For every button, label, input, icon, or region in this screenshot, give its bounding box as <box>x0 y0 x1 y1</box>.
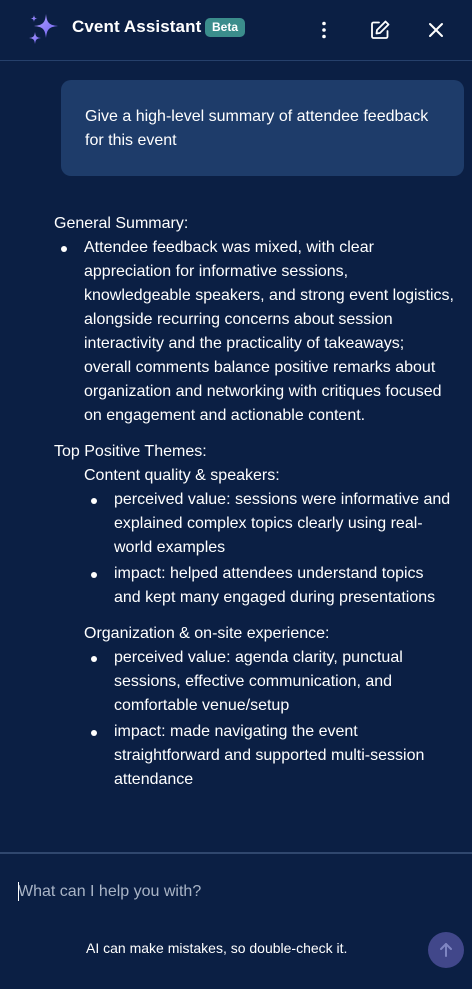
assistant-header <box>0 0 472 61</box>
theme-title: Organization & on-site experience: <box>84 625 330 642</box>
positive-themes-heading: Top Positive Themes: <box>54 443 207 460</box>
edit-icon <box>369 19 391 41</box>
user-message: Give a high-level summary of attendee feedback for this event <box>61 80 464 176</box>
send-button[interactable] <box>428 932 464 968</box>
new-chat-button[interactable] <box>366 16 394 44</box>
general-summary-heading: General Summary: <box>54 215 189 232</box>
theme-title: Content quality & speakers: <box>84 467 280 484</box>
assistant-title: Cvent Assistant <box>72 17 202 36</box>
ai-disclaimer: AI can make mistakes, so double-check it. <box>86 940 348 956</box>
assistant-message <box>54 212 454 804</box>
list-item: perceived value: sessions were informative and explained complex topics clearly using real-world examples <box>84 488 454 560</box>
list-item: impact: made navigating the event straightforward and supported multi-session attendance <box>84 720 454 792</box>
list-item: Attendee feedback was mixed, with clear appreciation for informative sessions, knowledgeable speakers, and strong event logistics, alongside recurring concerns about session interactivity and the practicality of takeaways; overall comments balance positive remarks about organization and networking with critiques focused on engagement and actionable content. <box>54 236 454 428</box>
sparkle-logo-icon <box>28 12 62 46</box>
theme-group <box>54 464 454 488</box>
arrow-up-icon <box>437 941 455 959</box>
theme-points <box>54 646 454 792</box>
message-input[interactable] <box>18 878 458 906</box>
close-icon <box>427 21 445 39</box>
more-options-button[interactable] <box>310 16 338 44</box>
list-item: impact: helped attendees understand topics and kept many engaged during presentations <box>84 562 454 610</box>
general-summary-list <box>54 236 454 428</box>
theme-points <box>54 488 454 610</box>
close-button[interactable] <box>422 16 450 44</box>
theme-group <box>54 622 454 646</box>
chat-transcript[interactable] <box>0 62 472 852</box>
composer-divider <box>0 852 472 854</box>
beta-badge: Beta <box>205 18 245 37</box>
text-caret <box>18 882 19 901</box>
list-item: perceived value: agenda clarity, punctual sessions, effective communication, and comfortable venue/setup <box>84 646 454 718</box>
more-vertical-icon <box>314 20 334 40</box>
